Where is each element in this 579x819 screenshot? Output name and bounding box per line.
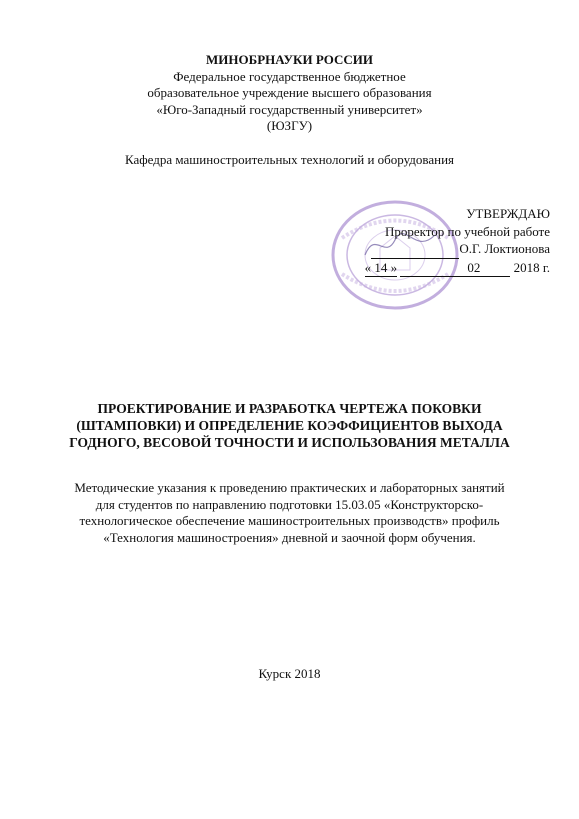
document-title [0, 400, 579, 451]
approval-heading: УТВЕРЖДАЮ [466, 206, 550, 221]
header-line-3: «Юго-Западный государственный университет» [156, 101, 423, 117]
header-line-4: (ЮЗГУ) [266, 118, 313, 133]
title-line-1: ПРОЕКТИРОВАНИЕ И РАЗРАБОТКА ЧЕРТЕЖА ПОКОВКИ [97, 401, 482, 416]
description-line-4: «Технология машиностроения» дневной и заочной форм обучения. [103, 529, 476, 545]
approval-name: О.Г. Локтионова [459, 241, 550, 256]
university-header [0, 52, 579, 135]
document-description [20, 480, 559, 546]
approval-month: 02 [400, 259, 480, 278]
description-line-1: Методические указания к проведению практических и лабораторных занятий [74, 480, 505, 495]
approval-date [330, 259, 550, 278]
approval-signature-line [330, 240, 550, 259]
title-line-3: ГОДНОГО, ВЕСОВОЙ ТОЧНОСТИ И ИСПОЛЬЗОВАНИЯ МЕТАЛЛА [69, 435, 510, 450]
approval-block [330, 205, 550, 277]
approval-position: Проректор по учебной работе [384, 223, 550, 239]
description-line-3: технологическое обеспечение машиностроительных производств» профиль [79, 513, 500, 529]
department-name: Кафедра машиностроительных технологий и оборудования [124, 152, 455, 167]
approval-day: « 14 » [365, 259, 398, 278]
approval-year: 2018 г. [513, 259, 550, 275]
description-line-2: для студентов по направлению подготовки 15.03.05 «Конструкторско- [95, 496, 484, 512]
title-line-2: (ШТАМПОВКИ) И ОПРЕДЕЛЕНИЕ КОЭФФИЦИЕНТОВ ВЫХОДА [76, 418, 503, 433]
city-year: Курск 2018 [258, 666, 321, 681]
header-line-2: образовательное учреждение высшего образования [147, 85, 432, 100]
header-line-1: Федеральное государственное бюджетное [173, 68, 406, 84]
ministry-name: МИНОБРНАУКИ РОССИИ [206, 52, 373, 67]
